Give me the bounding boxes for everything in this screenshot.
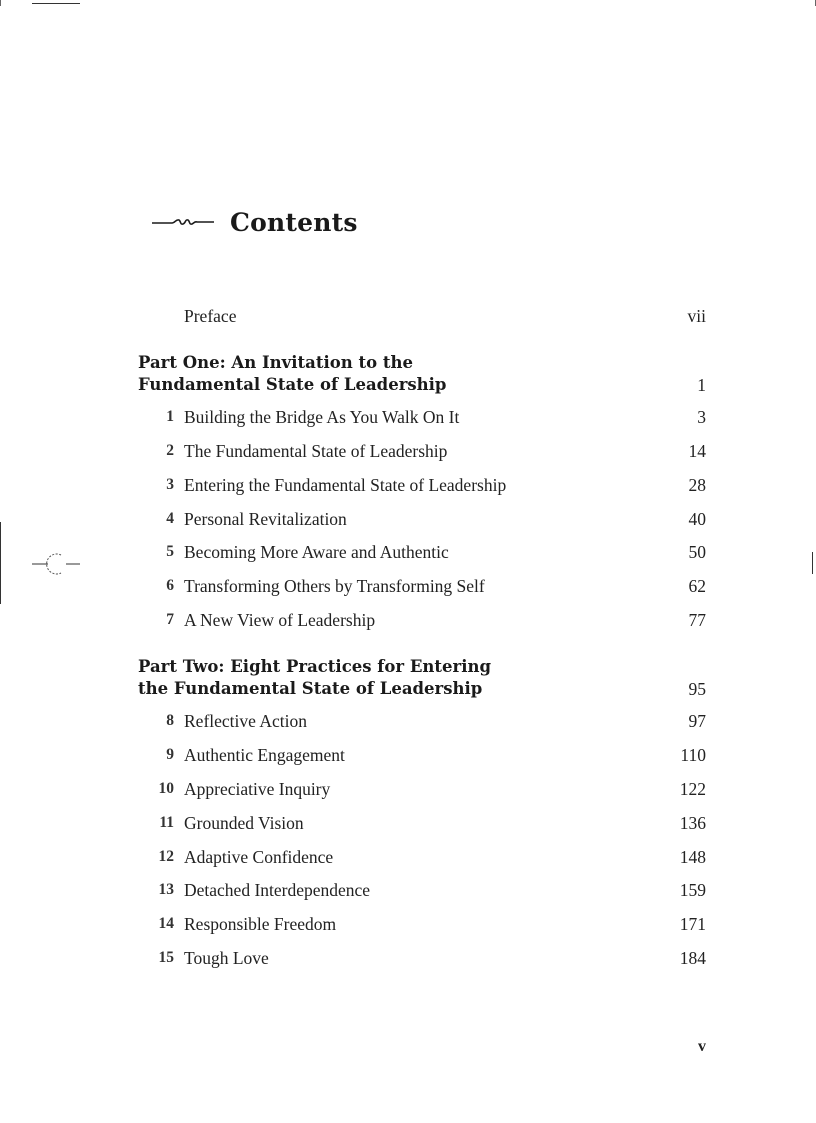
chapter-number: 7 (166, 611, 174, 628)
part-title-line1: Part One: An Invitation to the (138, 353, 413, 372)
chapter-number: 3 (166, 476, 174, 493)
chapter-page: 122 (679, 779, 706, 799)
part-page: 1 (697, 375, 706, 395)
chapter-number: 1 (166, 408, 174, 425)
trim-bar-right (812, 552, 813, 574)
chapter-title: Becoming More Aware and Authentic (184, 542, 449, 562)
entry-title: Preface (184, 306, 237, 326)
chapter-title: Tough Love (184, 948, 269, 968)
chapter-page: 136 (679, 813, 706, 833)
chapter-title: Transforming Others by Transforming Self (184, 576, 485, 596)
chapter-title: Authentic Engagement (184, 745, 345, 765)
registration-mark-icon (30, 548, 82, 578)
chapter-number: 5 (166, 543, 174, 560)
chapter-number: 15 (158, 949, 174, 966)
chapter-title: Appreciative Inquiry (184, 779, 331, 799)
crop-tick-left (0, 0, 1, 6)
chapter-number: 2 (166, 442, 174, 459)
crop-mark-top-left (32, 3, 80, 4)
toc-part-one[interactable] (138, 352, 706, 396)
chapter-title: Reflective Action (184, 711, 307, 731)
part-title-line1: Part Two: Eight Practices for Entering (138, 657, 492, 676)
chapter-number: 9 (166, 746, 174, 763)
chapter-title: Responsible Freedom (184, 914, 337, 934)
chapter-title: Grounded Vision (184, 813, 304, 833)
chapter-title: Adaptive Confidence (184, 847, 334, 867)
chapter-number: 6 (166, 577, 174, 594)
trim-bar-left (0, 522, 1, 604)
chapter-title: Personal Revitalization (184, 509, 347, 529)
chapter-page: 40 (688, 509, 706, 529)
chapter-number: 10 (158, 780, 174, 797)
chapter-page: 97 (688, 711, 706, 731)
page-number: v (698, 1038, 706, 1055)
entry-page: vii (687, 306, 706, 326)
chapter-number: 4 (166, 510, 174, 527)
part-title-line2: Fundamental State of Leadership (138, 375, 447, 394)
chapter-page: 14 (688, 441, 706, 461)
chapter-number: 12 (158, 848, 174, 865)
part-page: 95 (688, 679, 706, 699)
chapter-title: A New View of Leadership (184, 610, 376, 630)
chapter-page: 159 (679, 880, 706, 900)
chapter-number: 8 (166, 712, 174, 729)
chapter-page: 28 (688, 475, 706, 495)
chapter-page: 50 (688, 542, 706, 562)
chapter-page: 3 (697, 407, 706, 427)
contents-heading (150, 200, 358, 244)
page-title: Contents (230, 207, 358, 237)
chapter-page: 110 (680, 745, 706, 765)
chapter-title: Entering the Fundamental State of Leadership (184, 475, 507, 495)
chapter-title: Detached Interdependence (184, 880, 371, 900)
flourish-ornament-icon (150, 215, 216, 229)
chapter-page: 77 (688, 610, 706, 630)
chapter-title: The Fundamental State of Leadership (184, 441, 448, 461)
chapter-number: 13 (158, 881, 174, 898)
chapter-page: 171 (679, 914, 706, 934)
chapter-title: Building the Bridge As You Walk On It (184, 407, 460, 427)
chapter-page: 148 (679, 847, 706, 867)
chapter-page: 184 (679, 948, 706, 968)
part-title-line2: the Fundamental State of Leadership (138, 679, 483, 698)
chapter-number: 14 (158, 915, 174, 932)
chapter-number: 11 (159, 814, 174, 831)
chapter-page: 62 (688, 576, 706, 596)
toc-part-two[interactable] (138, 656, 706, 700)
